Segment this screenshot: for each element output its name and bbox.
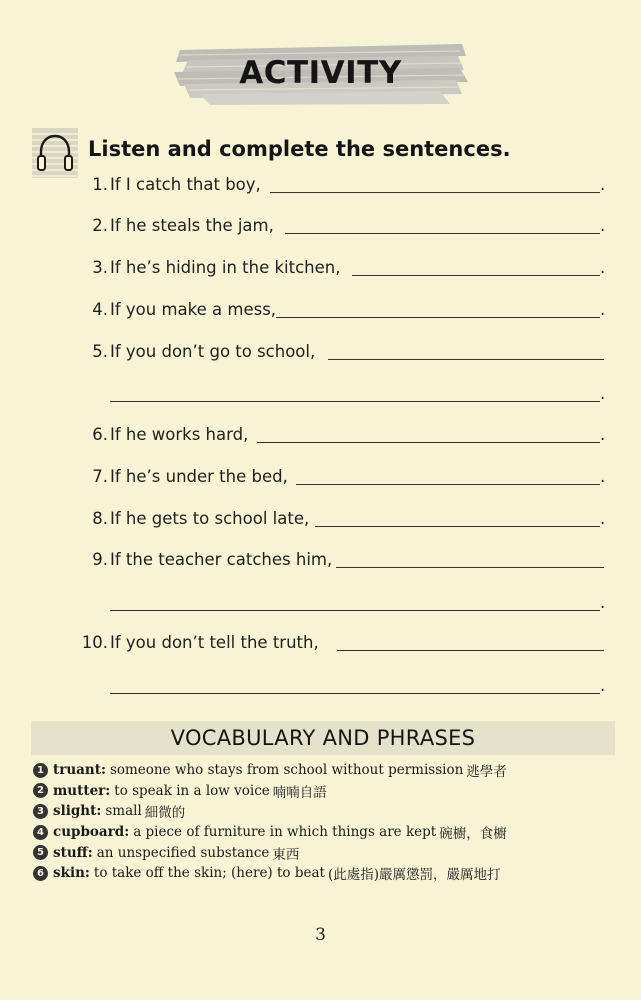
vocab-term: stuff: (53, 844, 93, 861)
vocab-chinese: 細微的 (144, 805, 186, 822)
answer-blank[interactable] (337, 650, 604, 651)
vocab-definition: an unspecified substance (96, 844, 270, 861)
question-stem: If you don’t tell the truth, (110, 633, 319, 652)
vocab-definition: to take off the skin; (here) to beat (93, 865, 325, 882)
question-stem: If he works hard, (110, 425, 249, 444)
activity-instruction: Listen and complete the sentences. (88, 137, 511, 161)
question-9 (0, 546, 641, 576)
question-10-continuation (0, 672, 641, 702)
question-stem: If the teacher catches him, (110, 550, 333, 569)
vocab-chinese: 東西 (272, 846, 300, 863)
answer-blank[interactable] (296, 484, 600, 485)
answer-blank[interactable] (110, 610, 600, 611)
vocab-term: truant: (53, 762, 106, 779)
question-stem: If you make a mess, (110, 300, 277, 319)
vocab-term: cupboard: (53, 824, 130, 841)
answer-blank[interactable] (257, 442, 600, 443)
question-number: 2. (92, 216, 108, 235)
vocab-term: mutter: (53, 782, 111, 799)
number-badge: 2 (33, 783, 48, 798)
question-stem: If I catch that boy, (110, 175, 261, 194)
period: . (600, 175, 606, 194)
answer-blank[interactable] (328, 359, 604, 360)
answer-blank[interactable] (352, 275, 600, 276)
question-4 (0, 296, 641, 326)
period: . (600, 593, 606, 612)
question-number: 5. (92, 342, 108, 361)
question-number: 8. (92, 509, 108, 528)
answer-blank[interactable] (110, 401, 600, 402)
vocab-definition: a piece of furniture in which things are kept (133, 824, 437, 841)
question-10 (0, 629, 641, 659)
question-number: 10. (81, 633, 108, 652)
vocabulary-title: VOCABULARY AND PHRASES (170, 726, 476, 750)
answer-blank[interactable] (270, 192, 600, 193)
vocab-item (33, 760, 623, 781)
question-8 (0, 505, 641, 535)
question-1 (0, 171, 641, 201)
question-stem: If he steals the jam, (110, 216, 274, 235)
question-number: 7. (92, 467, 108, 486)
question-stem: If he’s hiding in the kitchen, (110, 258, 341, 277)
vocab-definition: to speak in a low voice (114, 782, 270, 799)
number-badge: 1 (33, 763, 48, 778)
vocab-chinese: 逃學者 (466, 764, 507, 781)
period: . (600, 216, 606, 235)
period: . (600, 467, 606, 486)
page-title: ACTIVITY (239, 55, 402, 91)
activity-heading (0, 38, 641, 114)
answer-blank[interactable] (315, 526, 600, 527)
vocab-term: slight: (53, 803, 102, 820)
period: . (600, 300, 606, 319)
vocab-chinese: (此處指)嚴厲懲罰，嚴厲地打 (327, 867, 501, 884)
vocab-item (33, 863, 623, 884)
question-2 (0, 212, 641, 242)
vocabulary-list (33, 760, 623, 884)
question-number: 1. (92, 175, 108, 194)
vocab-term: skin: (53, 865, 90, 882)
vocab-item (33, 842, 623, 863)
question-number: 4. (92, 300, 108, 319)
period: . (600, 384, 606, 403)
vocab-item (33, 801, 623, 822)
vocab-item (33, 781, 623, 802)
answer-blank[interactable] (276, 317, 600, 318)
vocab-chinese: 碗櫥，食櫥 (439, 826, 507, 843)
question-number: 3. (92, 258, 108, 277)
question-stem: If he gets to school late, (110, 509, 310, 528)
question-5 (0, 338, 641, 368)
question-number: 6. (92, 425, 108, 444)
period: . (600, 258, 606, 277)
period: . (600, 676, 606, 695)
number-badge: 3 (33, 804, 48, 819)
vocab-chinese: 喃喃自語 (272, 784, 327, 801)
question-7 (0, 463, 641, 493)
question-3 (0, 254, 641, 284)
question-stem: If you don’t go to school, (110, 342, 316, 361)
period: . (600, 425, 606, 444)
question-5-continuation (0, 380, 641, 410)
question-number: 9. (92, 550, 108, 569)
question-6 (0, 421, 641, 451)
number-badge: 5 (33, 845, 48, 860)
vocab-definition: small (105, 803, 142, 820)
page-number: 3 (315, 925, 326, 945)
period: . (600, 509, 606, 528)
number-badge: 4 (33, 825, 48, 840)
answer-blank[interactable] (336, 567, 604, 568)
number-badge: 6 (33, 866, 48, 881)
vocab-definition: someone who stays from school without permission (109, 762, 464, 779)
question-stem: If he’s under the bed, (110, 467, 288, 486)
question-9-continuation (0, 589, 641, 619)
vocabulary-header (31, 721, 615, 755)
answer-blank[interactable] (110, 693, 600, 694)
vocab-item (33, 822, 623, 843)
answer-blank[interactable] (285, 233, 600, 234)
